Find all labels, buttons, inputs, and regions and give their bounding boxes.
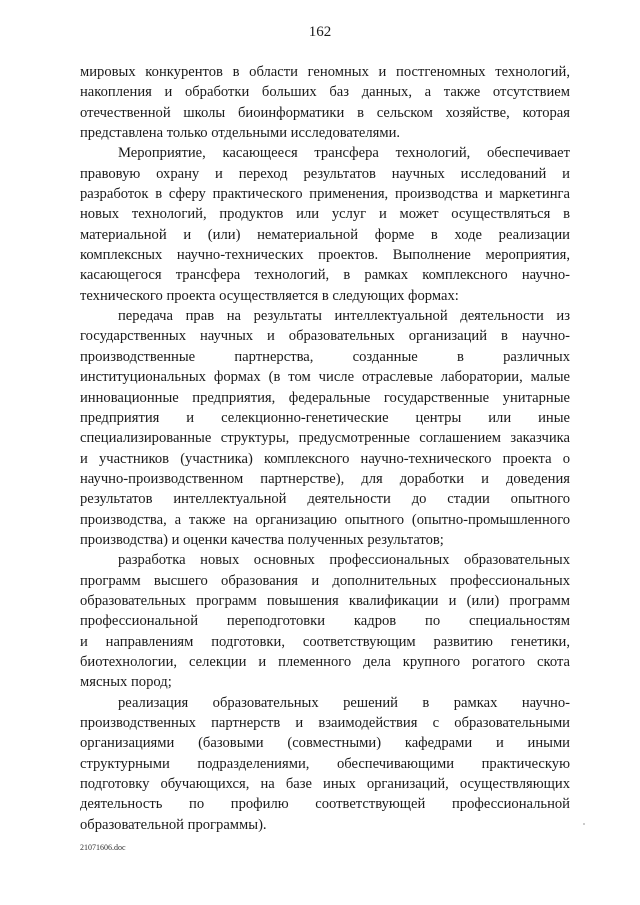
text-line: научно-производственном партнерстве), для доработки и доведения xyxy=(80,470,570,487)
text-line: специализированные структуры, предусмотренные соглашением заказчика xyxy=(80,430,570,447)
text-line: накопления и обработки больших баз данных, а также отсутствием xyxy=(80,84,570,101)
text-line: подготовку обучающихся, на базе иных организаций, осуществляющих xyxy=(80,776,570,793)
text-line: и направлениям подготовки, соответствующим развитию генетики, xyxy=(80,633,570,650)
text-line: производственные партнерства, созданные в различных xyxy=(80,348,570,365)
footer-filename: 21071606.doc xyxy=(80,843,126,852)
text-line: разработок в сферу практического применения, производства и маркетинга xyxy=(80,186,570,203)
text-line: касающегося трансфера технологий, в рамках комплексного научно- xyxy=(80,267,570,284)
text-line: производства, а также на организацию опытного (опытно-промышленного xyxy=(80,511,570,528)
text-line: мировых конкурентов в области геномных и постгеномных технологий, xyxy=(80,64,570,80)
text-line: образовательной программы). xyxy=(80,816,267,833)
text-line: предприятия и селекционно-генетические центры или иные xyxy=(80,409,570,426)
text-line: государственных научных и образовательных организаций в научно- xyxy=(80,328,570,345)
text-line: инновационные предприятия, федеральные государственные унитарные xyxy=(80,389,570,406)
text-line: институциональных формах (в том числе отраслевые лаборатории, малые xyxy=(80,369,570,386)
text-line: реализация образовательных решений в рамках научно- xyxy=(118,694,570,711)
document-body xyxy=(80,62,570,835)
text-line: представлена только отдельными исследователями. xyxy=(80,125,401,142)
text-line: передача прав на результаты интеллектуальной деятельности из xyxy=(118,308,570,325)
text-line: программ высшего образования и дополнительных профессиональных xyxy=(80,572,570,589)
text-line: деятельность по профилю соответствующей профессиональной xyxy=(80,796,570,813)
scan-speck xyxy=(583,823,585,825)
text-line: технического проекта осуществляется в следующих формах: xyxy=(80,287,459,304)
text-line: результатов интеллектуальной деятельности до стадии опытного xyxy=(80,491,570,508)
text-line: правовую охрану и переход результатов научных исследований и xyxy=(80,165,570,182)
text-line: комплексных научно-технических проектов. Выполнение мероприятия, xyxy=(80,247,570,264)
text-line: структурными подразделениями, обеспечивающими практическую xyxy=(80,755,570,772)
text-line: организациями (базовыми (совместными) кафедрами и иными xyxy=(80,735,570,752)
text-line: образовательных программ повышения квалификации и (или) программ xyxy=(80,592,570,609)
text-line: производства) и оценки качества полученных результатов; xyxy=(80,531,444,548)
page-number: 162 xyxy=(308,24,332,40)
text-line: новых технологий, продуктов или услуг и может осуществляться в xyxy=(80,206,570,223)
text-line: биотехнологии, селекции и племенного дела крупного рогатого скота xyxy=(80,653,570,670)
text-line: разработка новых основных профессиональных образовательных xyxy=(118,552,570,569)
text-line: мясных пород; xyxy=(80,674,172,691)
text-line: профессиональной переподготовки кадров по специальностям xyxy=(80,613,570,630)
text-line: материальной и (или) нематериальной форме в ходе реализации xyxy=(80,226,570,243)
text-line: производственных партнерств и взаимодействия с образовательными xyxy=(80,715,570,731)
text-line: Мероприятие, касающееся трансфера технологий, обеспечивает xyxy=(118,145,570,162)
text-line: и участников (участника) комплексного научно-технического проекта о xyxy=(80,450,570,467)
text-line: отечественной школы биоинформатики в сельском хозяйстве, которая xyxy=(80,104,570,121)
